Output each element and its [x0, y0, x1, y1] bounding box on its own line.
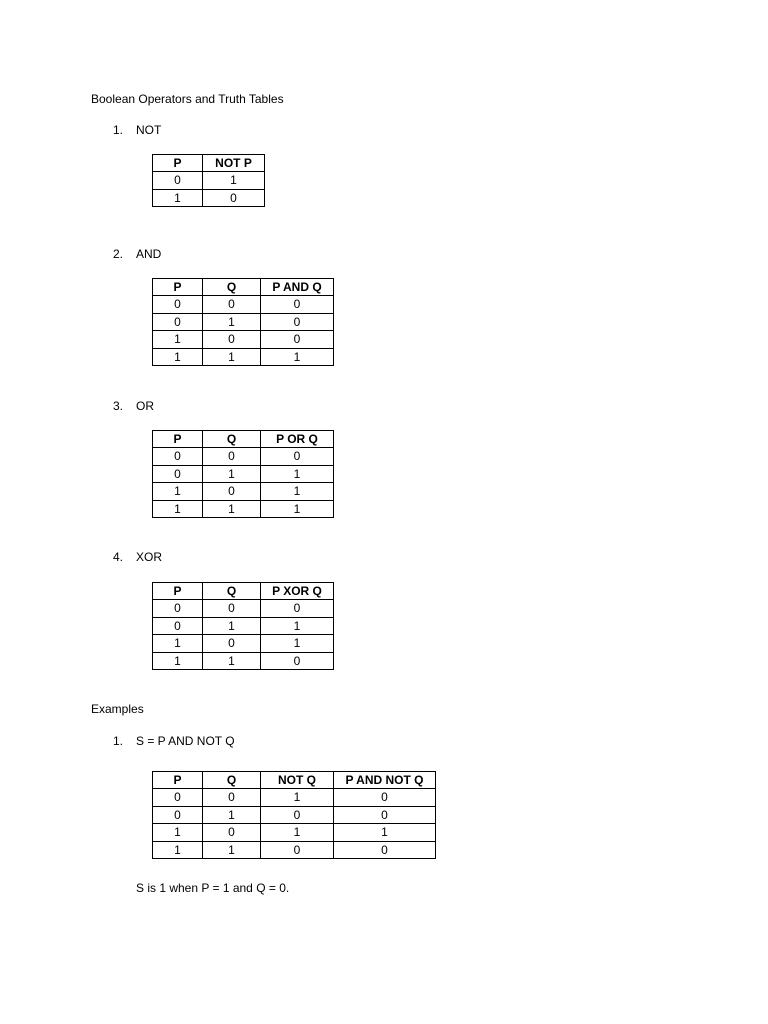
table-cell: 1	[203, 500, 261, 517]
table-cell: 1	[153, 824, 203, 841]
list-number: 1.	[113, 734, 124, 748]
table-cell: 1	[153, 348, 203, 365]
column-header: Q	[203, 279, 261, 296]
table-header-row	[153, 279, 334, 296]
table-row	[153, 824, 436, 841]
table-cell: 0	[261, 448, 334, 465]
table-cell: 1	[261, 789, 334, 806]
truth-table-or	[152, 430, 334, 518]
table-row	[153, 600, 334, 617]
table-row	[153, 635, 334, 652]
table-cell: 0	[203, 635, 261, 652]
table-row	[153, 483, 334, 500]
table-row	[153, 331, 334, 348]
table-row	[153, 789, 436, 806]
table-cell: 0	[261, 313, 334, 330]
table-cell: 1	[203, 806, 261, 823]
table-cell: 0	[334, 841, 436, 858]
column-header: NOT Q	[261, 772, 334, 789]
column-header: P AND NOT Q	[334, 772, 436, 789]
table-row	[153, 500, 334, 517]
table-cell: 1	[203, 841, 261, 858]
column-header: P	[153, 431, 203, 448]
table-cell: 0	[261, 841, 334, 858]
page-title: Boolean Operators and Truth Tables	[91, 92, 284, 106]
operator-name-xor: XOR	[136, 550, 163, 564]
example-expression: S = P AND NOT Q	[136, 734, 235, 748]
table-cell: 1	[153, 500, 203, 517]
table-cell: 0	[261, 652, 334, 669]
column-header: P XOR Q	[261, 583, 334, 600]
table-cell: 0	[203, 448, 261, 465]
table-row	[153, 189, 265, 206]
table-cell: 0	[203, 331, 261, 348]
table-cell: 1	[203, 172, 265, 189]
table-cell: 0	[261, 331, 334, 348]
table-cell: 1	[203, 313, 261, 330]
list-number: 2.	[113, 247, 124, 261]
column-header: Q	[203, 583, 261, 600]
table-row	[153, 806, 436, 823]
table-row	[153, 172, 265, 189]
examples-heading: Examples	[91, 702, 144, 716]
table-cell: 0	[153, 172, 203, 189]
table-cell: 0	[261, 806, 334, 823]
column-header: P	[153, 155, 203, 172]
table-cell: 0	[153, 617, 203, 634]
truth-table-example	[152, 771, 436, 859]
truth-table-not	[152, 154, 265, 207]
table-cell: 0	[153, 789, 203, 806]
table-cell: 1	[261, 348, 334, 365]
table-cell: 1	[203, 465, 261, 482]
table-cell: 0	[153, 600, 203, 617]
operator-name-and: AND	[136, 247, 162, 261]
table-row	[153, 296, 334, 313]
table-row	[153, 617, 334, 634]
truth-table-xor	[152, 582, 334, 670]
table-cell: 0	[334, 789, 436, 806]
column-header: P	[153, 772, 203, 789]
operator-name-not: NOT	[136, 123, 162, 137]
column-header: Q	[203, 431, 261, 448]
truth-table-and	[152, 278, 334, 366]
operator-name-or: OR	[136, 399, 154, 413]
table-row	[153, 448, 334, 465]
column-header: P AND Q	[261, 279, 334, 296]
table-cell: 1	[334, 824, 436, 841]
example-note: S is 1 when P = 1 and Q = 0.	[136, 881, 290, 895]
table-cell: 1	[261, 635, 334, 652]
table-row	[153, 348, 334, 365]
table-cell: 1	[153, 331, 203, 348]
table-cell: 0	[203, 824, 261, 841]
table-row	[153, 841, 436, 858]
list-number: 1.	[113, 123, 124, 137]
table-cell: 0	[203, 483, 261, 500]
table-cell: 0	[153, 465, 203, 482]
table-cell: 0	[203, 600, 261, 617]
table-cell: 1	[153, 841, 203, 858]
table-cell: 0	[153, 806, 203, 823]
table-cell: 0	[261, 600, 334, 617]
table-cell: 0	[153, 313, 203, 330]
table-cell: 1	[261, 500, 334, 517]
column-header: NOT P	[203, 155, 265, 172]
column-header: P	[153, 583, 203, 600]
list-number: 4.	[113, 550, 124, 564]
table-cell: 0	[203, 789, 261, 806]
list-number: 3.	[113, 399, 124, 413]
column-header: Q	[203, 772, 261, 789]
table-cell: 1	[261, 617, 334, 634]
table-row	[153, 313, 334, 330]
table-cell: 0	[261, 296, 334, 313]
column-header: P OR Q	[261, 431, 334, 448]
table-cell: 0	[153, 296, 203, 313]
table-row	[153, 465, 334, 482]
table-header-row	[153, 583, 334, 600]
table-cell: 1	[203, 348, 261, 365]
table-header-row	[153, 772, 436, 789]
table-cell: 1	[261, 483, 334, 500]
table-cell: 1	[203, 617, 261, 634]
table-cell: 1	[203, 652, 261, 669]
table-header-row	[153, 155, 265, 172]
table-header-row	[153, 431, 334, 448]
table-cell: 1	[153, 483, 203, 500]
table-cell: 0	[203, 189, 265, 206]
table-cell: 0	[203, 296, 261, 313]
table-cell: 1	[261, 824, 334, 841]
table-cell: 1	[153, 189, 203, 206]
table-cell: 1	[153, 635, 203, 652]
table-cell: 0	[334, 806, 436, 823]
table-cell: 1	[261, 465, 334, 482]
table-cell: 0	[153, 448, 203, 465]
table-row	[153, 652, 334, 669]
column-header: P	[153, 279, 203, 296]
table-cell: 1	[153, 652, 203, 669]
